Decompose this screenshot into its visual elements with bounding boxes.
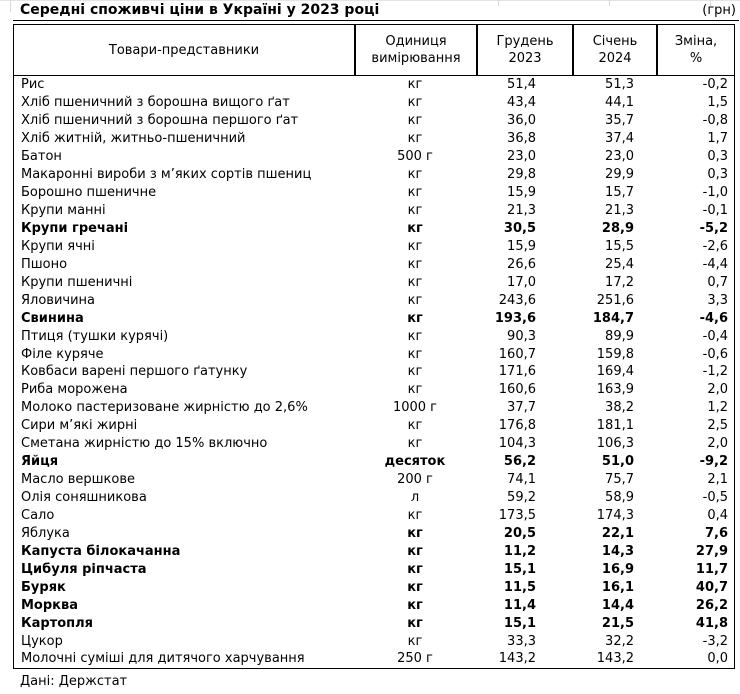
table-row	[14, 237, 734, 255]
product-name-cell: Морква	[21, 597, 78, 613]
price-december-cell: 11,5	[503, 579, 536, 595]
header-label: 2024	[598, 51, 632, 66]
table-row	[14, 542, 734, 560]
table-row	[14, 399, 734, 417]
price-december-cell: 37,7	[507, 400, 536, 416]
price-january-cell: 51,0	[601, 454, 634, 470]
unit-cell: кг	[407, 418, 423, 434]
price-table	[13, 24, 735, 669]
price-january-cell: 17,2	[605, 274, 634, 290]
product-name-cell: Крупи пшеничні	[21, 274, 133, 290]
table-row	[14, 130, 734, 148]
unit-cell: кг	[407, 597, 423, 613]
product-name-cell: Молочні суміші для дитячого харчування	[21, 651, 305, 667]
price-january-cell: 21,5	[601, 615, 634, 631]
price-january-cell: 22,1	[601, 525, 634, 541]
change-percent-cell: -0,4	[702, 328, 728, 344]
price-december-cell: 173,5	[498, 507, 536, 523]
price-december-cell: 17,0	[507, 274, 536, 290]
price-january-cell: 251,6	[596, 292, 634, 308]
unit-cell: кг	[407, 579, 423, 595]
product-name-cell: Хліб пшеничний з борошна першого ґат	[21, 113, 299, 129]
table-row	[14, 202, 734, 220]
change-percent-cell: -4,6	[699, 310, 728, 326]
table-row	[14, 220, 734, 238]
unit-cell: кг	[407, 113, 423, 129]
change-percent-cell: -0,5	[702, 490, 728, 506]
product-name-cell: Яйця	[21, 454, 59, 470]
header-cell-change-percent	[656, 25, 734, 75]
price-december-cell: 176,8	[498, 418, 536, 434]
change-percent-cell: 0,4	[707, 507, 728, 523]
price-december-cell: 15,1	[503, 561, 536, 577]
product-name-cell: Сири м’які жирні	[21, 418, 138, 434]
unit-cell: кг	[407, 561, 423, 577]
unit-cell: кг	[407, 525, 423, 541]
price-january-cell: 174,3	[596, 507, 634, 523]
change-percent-cell: 3,3	[707, 292, 728, 308]
table-row	[14, 524, 734, 542]
table-row	[14, 76, 734, 94]
unit-cell: кг	[407, 220, 423, 236]
product-name-cell: Борошно пшеничне	[21, 185, 157, 201]
price-january-cell: 58,9	[605, 490, 634, 506]
header-cell-unit	[354, 25, 476, 75]
table-row	[14, 273, 734, 291]
table-row	[14, 255, 734, 273]
price-december-cell: 29,8	[507, 167, 536, 183]
spreadsheet-gridline-vertical	[10, 0, 11, 12]
title-row	[13, 1, 739, 21]
price-january-cell: 89,9	[605, 328, 634, 344]
product-name-cell: Цукор	[21, 633, 63, 649]
price-january-cell: 14,3	[601, 543, 634, 559]
product-name-cell: Молоко пастеризоване жирністю до 2,6%	[21, 400, 308, 416]
product-name-cell: Риба морожена	[21, 382, 128, 398]
unit-cell: кг	[407, 95, 423, 111]
unit-cell: кг	[407, 615, 423, 631]
product-name-cell: Яблука	[21, 525, 70, 541]
price-january-cell: 184,7	[592, 310, 634, 326]
page-title: Середні споживчі ціни в Україні у 2023 році	[20, 2, 380, 18]
product-name-cell: Капуста білокачанна	[21, 543, 181, 559]
product-name-cell: Ковбаси варені першого ґатунку	[21, 364, 248, 380]
currency-note: (грн)	[702, 3, 736, 18]
price-january-cell: 15,7	[605, 185, 634, 201]
price-december-cell: 193,6	[494, 310, 536, 326]
price-january-cell: 38,2	[605, 400, 634, 416]
price-december-cell: 56,2	[503, 454, 536, 470]
table-row	[14, 381, 734, 399]
table-row	[14, 650, 734, 668]
table-row	[14, 471, 734, 489]
table-row	[14, 148, 734, 166]
price-december-cell: 36,8	[507, 131, 536, 147]
product-name-cell: Буряк	[21, 579, 66, 595]
unit-cell: кг	[407, 328, 423, 344]
table-header	[13, 24, 735, 76]
product-name-cell: Крупи манні	[21, 203, 106, 219]
product-name-cell: Хліб житній, житньо-пшеничний	[21, 131, 246, 147]
price-january-cell: 181,1	[596, 418, 634, 434]
change-percent-cell: -0,8	[702, 113, 728, 129]
product-name-cell: Масло вершкове	[21, 472, 135, 488]
price-january-cell: 16,1	[601, 579, 634, 595]
unit-cell: кг	[407, 310, 423, 326]
header-label: %	[689, 51, 703, 66]
change-percent-cell: -0,6	[702, 346, 728, 362]
change-percent-cell: 40,7	[695, 579, 728, 595]
change-percent-cell: -0,2	[702, 77, 728, 93]
price-january-cell: 37,4	[605, 131, 634, 147]
table-row	[14, 435, 734, 453]
product-name-cell: Рис	[21, 77, 45, 93]
unit-cell: кг	[407, 292, 423, 308]
table-row	[14, 363, 734, 381]
change-percent-cell: -2,6	[702, 238, 728, 254]
price-december-cell: 30,5	[503, 220, 536, 236]
price-january-cell: 28,9	[601, 220, 634, 236]
product-name-cell: Пшоно	[21, 256, 68, 272]
header-cell-january-2024	[572, 25, 656, 75]
unit-cell: 250 г	[397, 651, 433, 667]
price-january-cell: 15,5	[605, 238, 634, 254]
header-cell-december-2023	[476, 25, 572, 75]
price-january-cell: 29,9	[605, 167, 634, 183]
price-december-cell: 51,4	[507, 77, 536, 93]
change-percent-cell: -9,2	[699, 454, 728, 470]
price-december-cell: 243,6	[498, 292, 536, 308]
change-percent-cell: -4,4	[702, 256, 728, 272]
table-body	[13, 76, 735, 669]
change-percent-cell: -1,0	[702, 185, 728, 201]
change-percent-cell: 1,2	[707, 400, 728, 416]
header-label: Грудень	[496, 34, 554, 49]
unit-cell: кг	[407, 185, 423, 201]
table-row	[14, 327, 734, 345]
table-row	[14, 309, 734, 327]
product-name-cell: Крупи гречані	[21, 220, 129, 236]
price-january-cell: 159,8	[596, 346, 634, 362]
price-december-cell: 33,3	[507, 633, 536, 649]
product-name-cell: Птиця (тушки курячі)	[21, 328, 169, 344]
change-percent-cell: 2,0	[707, 436, 728, 452]
price-december-cell: 23,0	[507, 149, 536, 165]
table-row	[14, 345, 734, 363]
header-label: Зміна,	[674, 34, 718, 49]
table-row	[14, 166, 734, 184]
table-row	[14, 489, 734, 507]
change-percent-cell: -0,1	[702, 203, 728, 219]
unit-cell: кг	[407, 256, 423, 272]
price-january-cell: 21,3	[605, 203, 634, 219]
price-december-cell: 15,1	[503, 615, 536, 631]
header-label: 2023	[508, 51, 542, 66]
unit-cell: кг	[407, 274, 423, 290]
price-january-cell: 16,9	[601, 561, 634, 577]
price-january-cell: 25,4	[605, 256, 634, 272]
change-percent-cell: 0,7	[707, 274, 728, 290]
price-january-cell: 75,7	[605, 472, 634, 488]
unit-cell: кг	[407, 543, 423, 559]
price-january-cell: 14,4	[601, 597, 634, 613]
unit-cell: кг	[407, 238, 423, 254]
table-row	[14, 560, 734, 578]
unit-cell: 1000 г	[392, 400, 438, 416]
table-row	[14, 291, 734, 309]
price-january-cell: 163,9	[596, 382, 634, 398]
table-row	[14, 453, 734, 471]
header-label: вимірювання	[371, 51, 461, 66]
data-source-note: Дані: Держстат	[20, 674, 128, 689]
price-december-cell: 74,1	[507, 472, 536, 488]
unit-cell: кг	[407, 364, 423, 380]
product-name-cell: Сало	[21, 507, 55, 523]
price-january-cell: 143,2	[596, 651, 634, 667]
change-percent-cell: 26,2	[695, 597, 728, 613]
table-row	[14, 94, 734, 112]
price-december-cell: 15,9	[507, 185, 536, 201]
price-december-cell: 143,2	[498, 651, 536, 667]
table-row	[14, 632, 734, 650]
price-december-cell: 11,2	[503, 543, 536, 559]
product-name-cell: Хліб пшеничний з борошна вищого ґат	[21, 95, 290, 111]
unit-cell: кг	[407, 167, 423, 183]
unit-cell: 500 г	[397, 149, 433, 165]
change-percent-cell: 2,1	[707, 472, 728, 488]
change-percent-cell: -3,2	[702, 633, 728, 649]
product-name-cell: Філе куряче	[21, 346, 104, 362]
unit-cell: десяток	[384, 454, 446, 470]
header-label: Товари-представники	[108, 42, 260, 58]
product-name-cell: Макаронні вироби з м’яких сортів пшениц	[21, 167, 312, 183]
change-percent-cell: 1,7	[707, 131, 728, 147]
price-december-cell: 11,4	[503, 597, 536, 613]
change-percent-cell: 1,5	[707, 95, 728, 111]
price-december-cell: 15,9	[507, 238, 536, 254]
price-january-cell: 51,3	[605, 77, 634, 93]
product-name-cell: Яловичина	[21, 292, 96, 308]
price-december-cell: 90,3	[507, 328, 536, 344]
price-december-cell: 160,6	[498, 382, 536, 398]
unit-cell: кг	[407, 633, 423, 649]
product-name-cell: Цибуля ріпчаста	[21, 561, 147, 577]
unit-cell: 200 г	[397, 472, 433, 488]
product-name-cell: Олія соняшникова	[21, 490, 147, 506]
unit-cell: кг	[407, 203, 423, 219]
change-percent-cell: -5,2	[699, 220, 728, 236]
header-cell-products	[14, 25, 354, 75]
price-december-cell: 21,3	[507, 203, 536, 219]
table-row	[14, 614, 734, 632]
change-percent-cell: -1,2	[702, 364, 728, 380]
unit-cell: кг	[407, 77, 423, 93]
table-row	[14, 507, 734, 525]
header-label: Січень	[592, 34, 638, 49]
price-december-cell: 26,6	[507, 256, 536, 272]
unit-cell: кг	[407, 131, 423, 147]
change-percent-cell: 2,0	[707, 382, 728, 398]
change-percent-cell: 0,0	[707, 651, 728, 667]
change-percent-cell: 0,3	[707, 149, 728, 165]
unit-cell: л	[410, 490, 420, 506]
unit-cell: кг	[407, 382, 423, 398]
change-percent-cell: 11,7	[695, 561, 728, 577]
change-percent-cell: 41,8	[695, 615, 728, 631]
unit-cell: кг	[407, 436, 423, 452]
table-row	[14, 184, 734, 202]
product-name-cell: Батон	[21, 149, 62, 165]
price-january-cell: 169,4	[596, 364, 634, 380]
price-december-cell: 171,6	[498, 364, 536, 380]
price-december-cell: 36,0	[507, 113, 536, 129]
table-row	[14, 112, 734, 130]
price-january-cell: 23,0	[605, 149, 634, 165]
table-row	[14, 417, 734, 435]
price-december-cell: 160,7	[498, 346, 536, 362]
header-label: Одиниця	[385, 34, 447, 49]
change-percent-cell: 7,6	[704, 525, 728, 541]
product-name-cell: Крупи ячні	[21, 238, 95, 254]
change-percent-cell: 2,5	[707, 418, 728, 434]
price-january-cell: 106,3	[596, 436, 634, 452]
price-january-cell: 35,7	[605, 113, 634, 129]
table-row	[14, 596, 734, 614]
product-name-cell: Сметана жирністю до 15% включно	[21, 436, 268, 452]
price-december-cell: 20,5	[503, 525, 536, 541]
price-january-cell: 32,2	[605, 633, 634, 649]
product-name-cell: Свинина	[21, 310, 84, 326]
change-percent-cell: 27,9	[695, 543, 728, 559]
change-percent-cell: 0,3	[707, 167, 728, 183]
price-december-cell: 43,4	[507, 95, 536, 111]
price-january-cell: 44,1	[605, 95, 634, 111]
price-december-cell: 104,3	[498, 436, 536, 452]
unit-cell: кг	[407, 507, 423, 523]
price-december-cell: 59,2	[507, 490, 536, 506]
product-name-cell: Картопля	[21, 615, 94, 631]
table-row	[14, 578, 734, 596]
unit-cell: кг	[407, 346, 423, 362]
